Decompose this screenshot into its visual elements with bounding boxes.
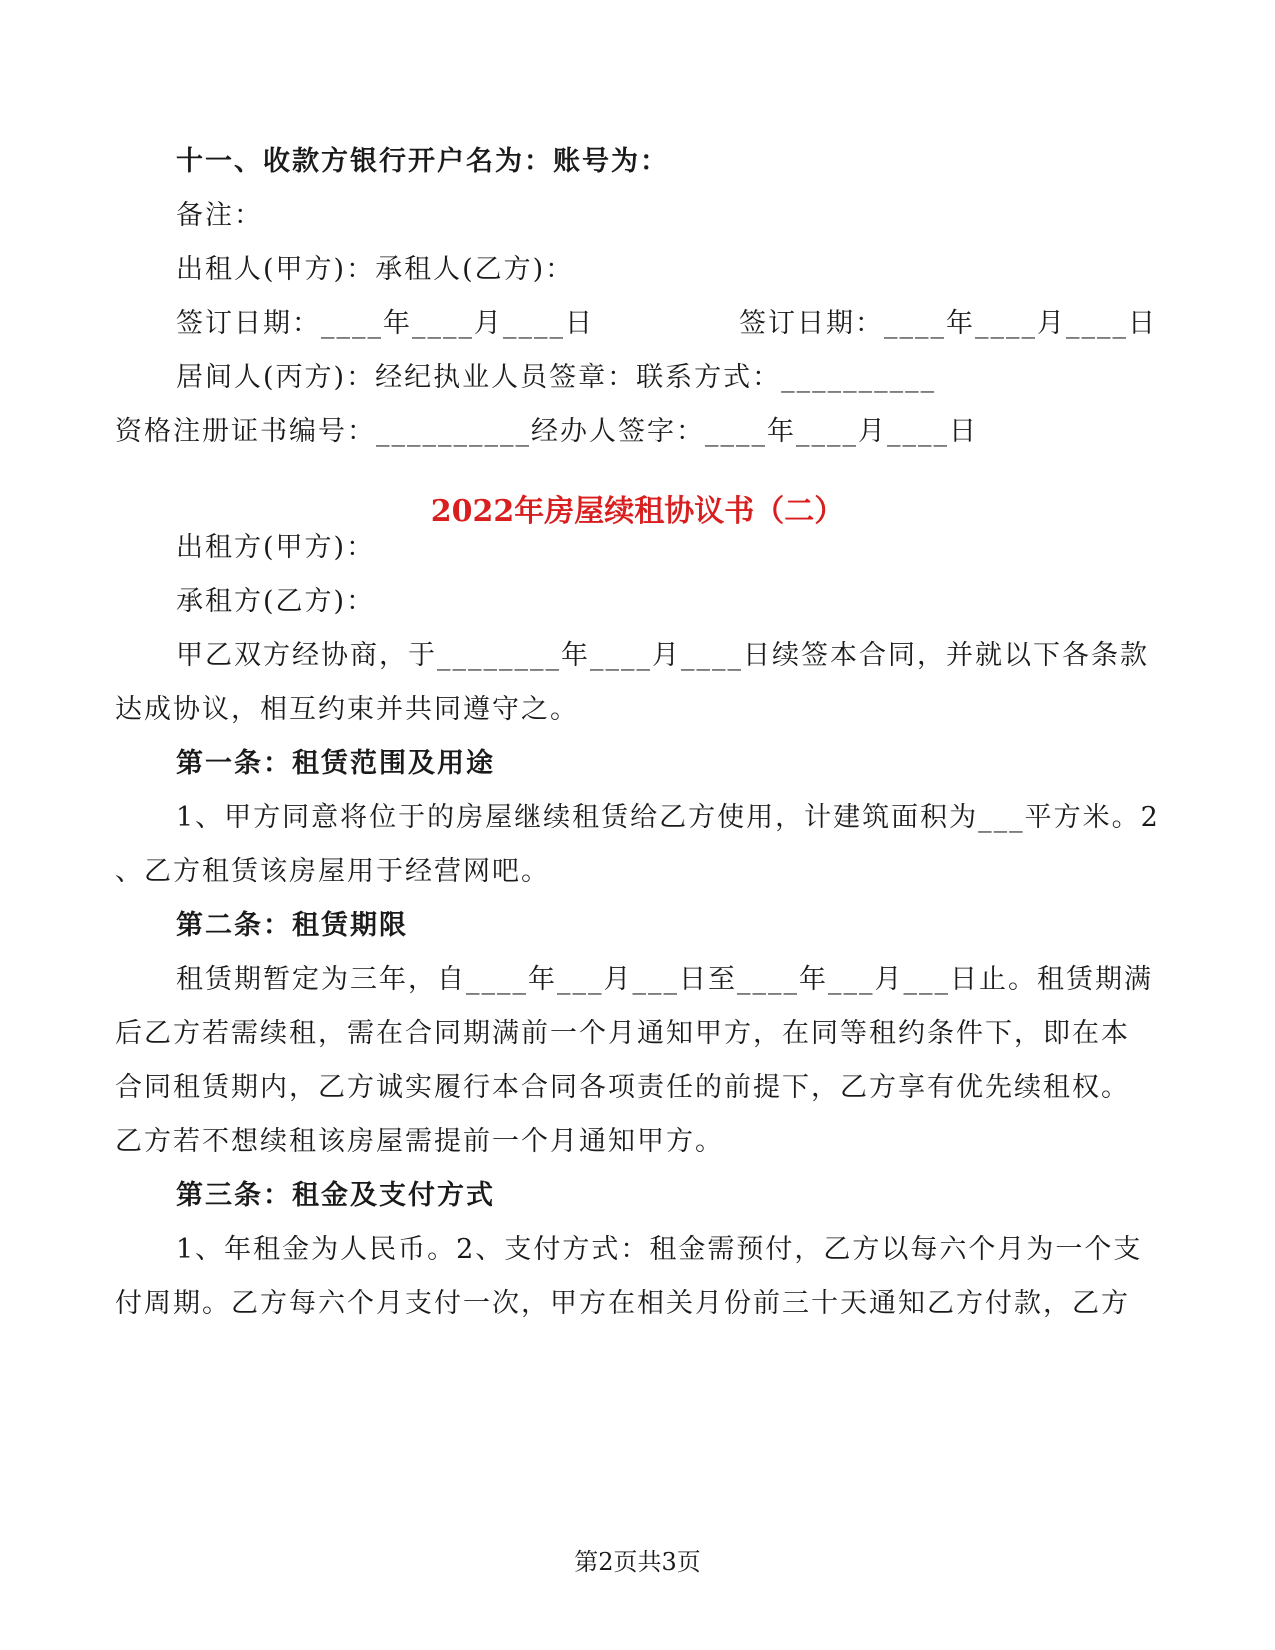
article-1-heading: 第一条：租赁范围及用途 bbox=[176, 748, 495, 779]
article-1-line-2: 、乙方租赁该房屋用于经营网吧。 bbox=[115, 856, 550, 887]
page-footer: 第2页共3页 bbox=[574, 1548, 701, 1576]
article-3-line-1: 1、年租金为人民币。2、支付方式：租金需预付，乙方以每六个月为一个支 bbox=[176, 1234, 1143, 1265]
article-2-line-3: 合同租赁期内，乙方诚实履行本合同各项责任的前提下，乙方享有优先续租权。 bbox=[115, 1072, 1130, 1103]
article-1-line-1: 1、甲方同意将位于的房屋继续租赁给乙方使用，计建筑面积为___平方米。2 bbox=[176, 802, 1160, 833]
agent-line: 居间人(丙方)：经纪执业人员签章：联系方式：__________ bbox=[176, 362, 937, 393]
intro-paragraph-line-1: 甲乙双方经协商，于________年____月____日续签本合同，并就以下各条款 bbox=[176, 640, 1149, 671]
article-3-heading: 第三条：租金及支付方式 bbox=[176, 1180, 495, 1211]
clause-11-bank-account: 十一、收款方银行开户名为：账号为： bbox=[176, 146, 669, 177]
signature-parties: 出租人(甲方)：承租人(乙方)： bbox=[176, 254, 575, 285]
article-2-line-2: 后乙方若需续租，需在合同期满前一个月通知甲方，在同等租约条件下，即在本 bbox=[115, 1018, 1130, 1049]
document-title: 2022年房屋续租协议书（二） bbox=[430, 494, 845, 529]
certificate-line: 资格注册证书编号：__________经办人签字：____年____月____日 bbox=[115, 416, 978, 447]
intro-paragraph-line-2: 达成协议，相互约束并共同遵守之。 bbox=[115, 694, 579, 725]
article-2-line-4: 乙方若不想续租该房屋需提前一个月通知甲方。 bbox=[115, 1126, 724, 1157]
lessee-label: 承租方(乙方)： bbox=[176, 586, 376, 617]
remark-label: 备注： bbox=[176, 200, 263, 231]
article-2-heading: 第二条：租赁期限 bbox=[176, 910, 408, 941]
sign-dates: 签订日期：____年____月____日 签订日期：____年____月____日 bbox=[176, 308, 1157, 339]
article-2-line-1: 租赁期暂定为三年，自____年___月___日至____年___月___日止。租赁期满 bbox=[176, 964, 1153, 995]
lessor-label: 出租方(甲方)： bbox=[176, 532, 376, 563]
article-3-line-2: 付周期。乙方每六个月支付一次，甲方在相关月份前三十天通知乙方付款，乙方 bbox=[115, 1288, 1130, 1319]
